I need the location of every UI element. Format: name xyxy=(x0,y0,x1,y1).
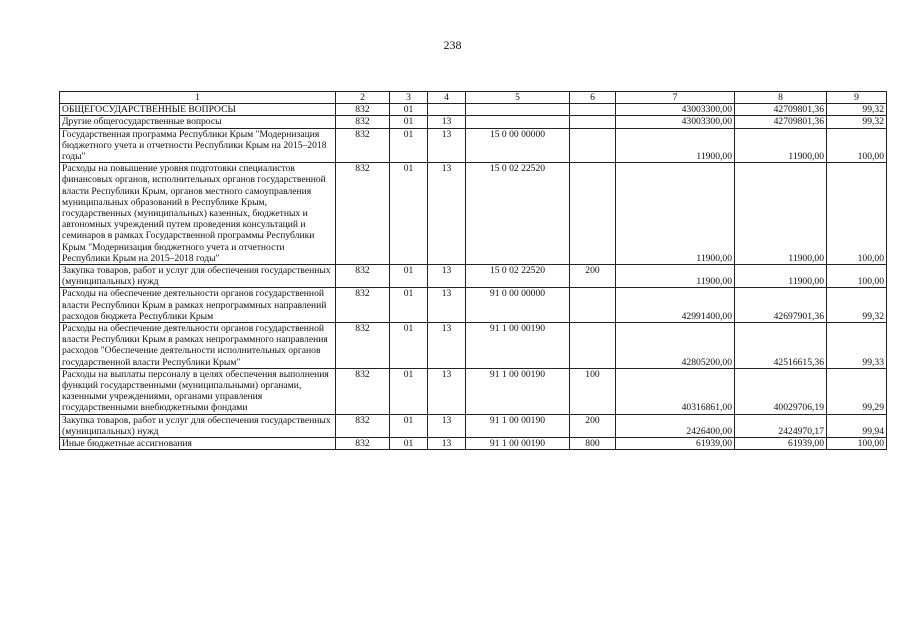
section-code-cell: 01 xyxy=(390,163,428,265)
target-article-cell: 91 1 00 00190 xyxy=(466,414,570,437)
section-code-cell: 01 xyxy=(390,128,428,163)
header-cell: 7 xyxy=(616,92,735,104)
expense-type-cell xyxy=(570,288,616,323)
expense-type-cell: 100 xyxy=(570,368,616,414)
execution-percent-cell: 99,32 xyxy=(827,288,887,323)
executed-amount-cell: 11900,00 xyxy=(735,265,827,288)
table-row xyxy=(60,438,887,450)
section-code-cell: 01 xyxy=(390,104,428,116)
execution-percent-cell: 100,00 xyxy=(827,265,887,288)
expense-type-cell xyxy=(570,163,616,265)
chapter-code-cell: 832 xyxy=(336,288,390,323)
row-name-cell: Закупка товаров, работ и услуг для обеспечения государственных (муниципальных) нужд xyxy=(60,414,336,437)
subsection-code-cell: 13 xyxy=(428,265,466,288)
executed-amount-cell: 11900,00 xyxy=(735,163,827,265)
approved-amount-cell: 40316861,00 xyxy=(616,368,735,414)
subsection-code-cell xyxy=(428,104,466,116)
subsection-code-cell: 13 xyxy=(428,288,466,323)
chapter-code-cell: 832 xyxy=(336,414,390,437)
approved-amount-cell: 43003300,00 xyxy=(616,116,735,128)
header-cell: 1 xyxy=(60,92,336,104)
approved-amount-cell: 42805200,00 xyxy=(616,323,735,369)
table-row xyxy=(60,323,887,369)
header-cell: 3 xyxy=(390,92,428,104)
execution-percent-cell: 100,00 xyxy=(827,163,887,265)
chapter-code-cell: 832 xyxy=(336,104,390,116)
expense-type-cell xyxy=(570,128,616,163)
executed-amount-cell: 40029706,19 xyxy=(735,368,827,414)
approved-amount-cell: 11900,00 xyxy=(616,163,735,265)
table-row xyxy=(60,368,887,414)
approved-amount-cell: 11900,00 xyxy=(616,128,735,163)
header-cell: 2 xyxy=(336,92,390,104)
section-code-cell: 01 xyxy=(390,288,428,323)
subsection-code-cell: 13 xyxy=(428,163,466,265)
expense-type-cell: 800 xyxy=(570,438,616,450)
budget-table xyxy=(59,91,887,450)
execution-percent-cell: 100,00 xyxy=(827,128,887,163)
approved-amount-cell: 2426400,00 xyxy=(616,414,735,437)
row-name-cell: ОБЩЕГОСУДАРСТВЕННЫЕ ВОПРОСЫ xyxy=(60,104,336,116)
expense-type-cell: 200 xyxy=(570,265,616,288)
chapter-code-cell: 832 xyxy=(336,265,390,288)
approved-amount-cell: 42991400,00 xyxy=(616,288,735,323)
target-article-cell: 91 1 00 00190 xyxy=(466,368,570,414)
target-article-cell: 15 0 02 22520 xyxy=(466,265,570,288)
row-name-cell: Расходы на повышение уровня подготовки специалистов финансовых органов, исполнительных органов государственной власти Республики Крым, органов местного самоуправления муниципальных образований в Республике Крым, государственных (муниципальных) казенных, бюджетных и автономных учреждений путем проведения консультаций и семинаров в рамках Государственной программы Республики Крым "Модернизация бюджетного учета и отчетности Республики Крым на 2015–2018 годы" xyxy=(60,163,336,265)
executed-amount-cell: 2424970,17 xyxy=(735,414,827,437)
subsection-code-cell: 13 xyxy=(428,323,466,369)
subsection-code-cell: 13 xyxy=(428,116,466,128)
executed-amount-cell: 42709801,36 xyxy=(735,104,827,116)
header-row xyxy=(60,92,887,104)
chapter-code-cell: 832 xyxy=(336,163,390,265)
executed-amount-cell: 42516615,36 xyxy=(735,323,827,369)
row-name-cell: Расходы на выплаты персоналу в целях обеспечения выполнения функций государственными (муниципальными) органами, казенными учреждениями, органами управления государственными внебюджетными фондами xyxy=(60,368,336,414)
execution-percent-cell: 99,94 xyxy=(827,414,887,437)
subsection-code-cell: 13 xyxy=(428,368,466,414)
executed-amount-cell: 11900,00 xyxy=(735,128,827,163)
target-article-cell xyxy=(466,104,570,116)
executed-amount-cell: 61939,00 xyxy=(735,438,827,450)
execution-percent-cell: 99,32 xyxy=(827,104,887,116)
section-code-cell: 01 xyxy=(390,323,428,369)
execution-percent-cell: 99,32 xyxy=(827,116,887,128)
row-name-cell: Расходы на обеспечение деятельности органов государственной власти Республики Крым в рамках непрограммного направления расходов "Обеспечение деятельности исполнительных органов государственной власти Республики Крым" xyxy=(60,323,336,369)
chapter-code-cell: 832 xyxy=(336,438,390,450)
expense-type-cell xyxy=(570,116,616,128)
section-code-cell: 01 xyxy=(390,265,428,288)
target-article-cell: 91 1 00 00190 xyxy=(466,323,570,369)
header-cell: 9 xyxy=(827,92,887,104)
section-code-cell: 01 xyxy=(390,414,428,437)
target-article-cell: 15 0 02 22520 xyxy=(466,163,570,265)
chapter-code-cell: 832 xyxy=(336,323,390,369)
header-cell: 6 xyxy=(570,92,616,104)
expense-type-cell: 200 xyxy=(570,414,616,437)
table-row xyxy=(60,104,887,116)
row-name-cell: Иные бюджетные ассигнования xyxy=(60,438,336,450)
target-article-cell: 91 1 00 00190 xyxy=(466,438,570,450)
target-article-cell: 15 0 00 00000 xyxy=(466,128,570,163)
table-row xyxy=(60,128,887,163)
subsection-code-cell: 13 xyxy=(428,438,466,450)
page-number: 238 xyxy=(443,38,462,52)
row-name-cell: Другие общегосударственные вопросы xyxy=(60,116,336,128)
approved-amount-cell: 11900,00 xyxy=(616,265,735,288)
table-row xyxy=(60,163,887,265)
approved-amount-cell: 43003300,00 xyxy=(616,104,735,116)
header-cell: 4 xyxy=(428,92,466,104)
header-cell: 8 xyxy=(735,92,827,104)
execution-percent-cell: 99,33 xyxy=(827,323,887,369)
section-code-cell: 01 xyxy=(390,438,428,450)
subsection-code-cell: 13 xyxy=(428,128,466,163)
table-row xyxy=(60,288,887,323)
table-row xyxy=(60,116,887,128)
row-name-cell: Расходы на обеспечение деятельности органов государственной власти Республики Крым в рамках непрограммных направлений расходов бюджета Республики Крым xyxy=(60,288,336,323)
target-article-cell xyxy=(466,116,570,128)
execution-percent-cell: 99,29 xyxy=(827,368,887,414)
execution-percent-cell: 100,00 xyxy=(827,438,887,450)
table-row xyxy=(60,265,887,288)
target-article-cell: 91 0 00 00000 xyxy=(466,288,570,323)
chapter-code-cell: 832 xyxy=(336,116,390,128)
section-code-cell: 01 xyxy=(390,116,428,128)
expense-type-cell xyxy=(570,323,616,369)
section-code-cell: 01 xyxy=(390,368,428,414)
expense-type-cell xyxy=(570,104,616,116)
executed-amount-cell: 42697901,36 xyxy=(735,288,827,323)
header-cell: 5 xyxy=(466,92,570,104)
approved-amount-cell: 61939,00 xyxy=(616,438,735,450)
subsection-code-cell: 13 xyxy=(428,414,466,437)
row-name-cell: Государственная программа Республики Крым "Модернизация бюджетного учета и отчетности Республики Крым на 2015–2018 годы" xyxy=(60,128,336,163)
row-name-cell: Закупка товаров, работ и услуг для обеспечения государственных (муниципальных) нужд xyxy=(60,265,336,288)
table-row xyxy=(60,414,887,437)
chapter-code-cell: 832 xyxy=(336,368,390,414)
chapter-code-cell: 832 xyxy=(336,128,390,163)
executed-amount-cell: 42709801,36 xyxy=(735,116,827,128)
